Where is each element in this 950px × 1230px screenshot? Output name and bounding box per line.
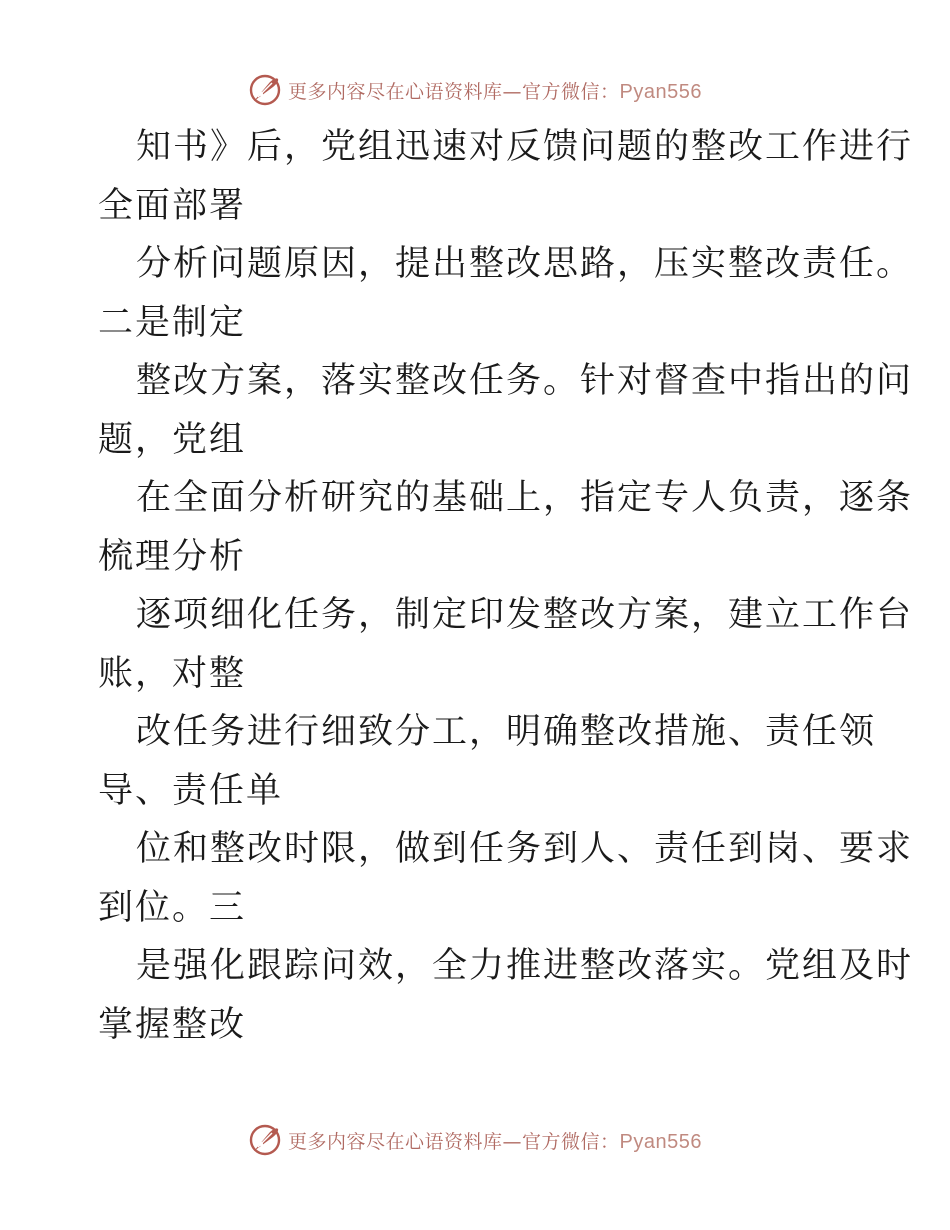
header-banner xyxy=(0,70,950,110)
banner-promo-text: 更多内容尽在心语资料库—官方微信： xyxy=(288,1130,620,1153)
body-line: 在全面分析研究的基础上，指定专人负责，逐条 xyxy=(136,478,914,518)
wechat-id: Pyan556 xyxy=(619,1130,702,1153)
body-line: 全面部署 xyxy=(98,185,247,226)
body-line: 题，党组 xyxy=(98,419,247,460)
body-line: 整改方案，落实整改任务。针对督查中指出的问 xyxy=(136,361,914,401)
wechat-id: Pyan556 xyxy=(619,80,702,103)
body-line: 掌握整改 xyxy=(98,1004,247,1045)
body-line: 到位。三 xyxy=(98,887,247,928)
banner-promo-text: 更多内容尽在心语资料库—官方微信： xyxy=(288,80,620,103)
body-line: 账，对整 xyxy=(98,653,247,694)
body-line: 二是制定 xyxy=(98,302,247,343)
body-line: 知书》后，党组迅速对反馈问题的整改工作进行 xyxy=(136,127,914,167)
body-line: 改任务进行细致分工，明确整改措施、责任领 xyxy=(136,712,877,752)
body-line: 梳理分析 xyxy=(98,536,247,577)
quill-pen-logo-icon xyxy=(248,1123,282,1157)
body-line: 是强化跟踪问效，全力推进整改落实。党组及时 xyxy=(136,946,914,986)
quill-pen-logo-icon xyxy=(248,73,282,107)
body-line: 逐项细化任务，制定印发整改方案，建立工作台 xyxy=(136,595,914,635)
document-body xyxy=(98,118,914,1054)
body-line: 分析问题原因，提出整改思路，压实整改责任。 xyxy=(136,244,914,284)
body-line: 导、责任单 xyxy=(98,770,284,811)
footer-banner xyxy=(0,1120,950,1160)
body-line: 位和整改时限，做到任务到人、责任到岗、要求 xyxy=(136,829,914,869)
